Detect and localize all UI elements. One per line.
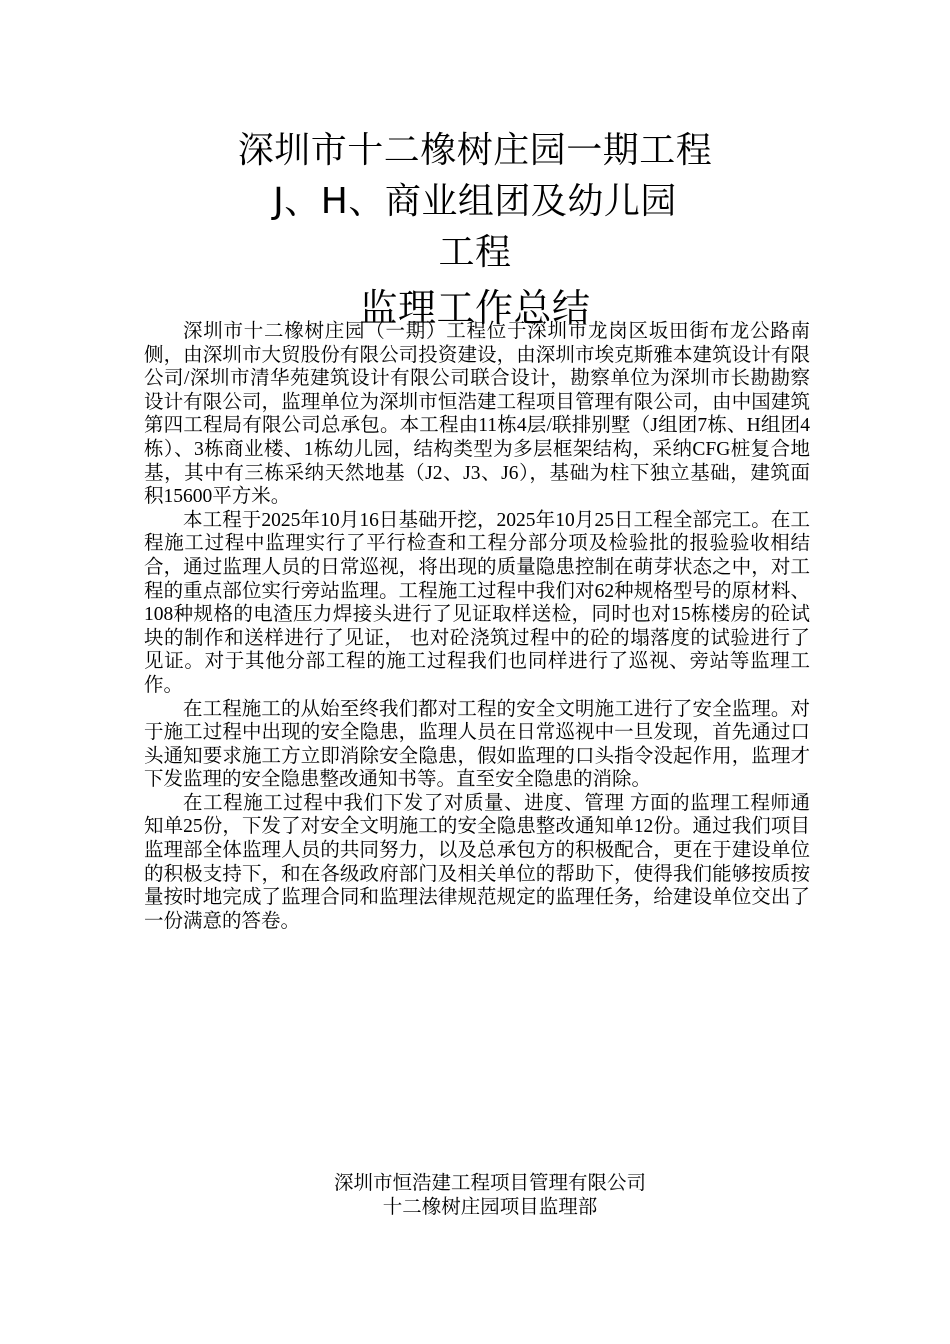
- paragraph-project-overview: 深圳市十二橡树庄园（一期）工程位于深圳市龙岗区坂田街布龙公路南侧，由深圳市大贸股份有限公司投资建设，由深圳市埃克斯雅本建筑设计有限公司/深圳市清华苑建筑设计有限公司联合设计，勘察单位为深圳市长勘勘察设计有限公司，监理单位为深圳市恒浩建工程项目管理有限公司，由中国建筑第四工程局有限公司总承包。本工程由11栋4层/联排别墅（J组团7栋、H组团4栋）、3栋商业楼、1栋幼儿园，结构类型为多层框架结构，采纳CFG桩复合地基，其中有三栋采纳天然地基（J2、J3、J6），基础为柱下独立基础，建筑面积15600平方米。: [144, 321, 810, 508]
- signature-company: 深圳市恒浩建工程项目管理有限公司: [333, 1173, 646, 1194]
- signature-block: [240, 1172, 740, 1220]
- title-line-1: 深圳市十二橡树庄园一期工程: [237, 130, 713, 171]
- title-line-2: J、H、商业组团及幼儿园: [273, 181, 677, 222]
- paragraph-quality-control: 本工程于2025年10月16日基础开挖，2025年10月25日工程全部完工。在工程施工过程中监理实行了平行检查和工程分部分项及检验批的报验验收相结合，通过监理人员的日常巡视，将出现的质量隐患控制在萌芽状态之中，对工程的重点部位实行旁站监理。工程施工过程中我们对62种规格型号的原材料、108种规格的电渣压力焊接头进行了见证取样送检，同时也对15栋楼房的砼试块的制作和送样进行了见证， 也对砼浇筑过程中的砼的塌落度的试验进行了见证。对于其他分部工程的施工过程我们也同样进行了巡视、旁站等监理工作。: [144, 509, 810, 696]
- document-title-block: [100, 125, 850, 336]
- paragraph-conclusion: 在工程施工过程中我们下发了对质量、进度、管理 方面的监理工程师通知单25份，下发了对安全文明施工的安全隐患整改通知单12份。通过我们项目监理部全体监理人员的共同努力，以及总承包方的积极配合，更在于建设单位的积极支持下，和在各级政府部门及相关单位的帮助下，使得我们能够按质按量按时地完成了监理合同和监理法律规范规定的监理任务，给建设单位交出了一份满意的答卷。: [144, 792, 810, 932]
- document-body: [144, 320, 810, 933]
- paragraph-safety-supervision: 在工程施工的从始至终我们都对工程的安全文明施工进行了安全监理。对于施工过程中出现的安全隐患，监理人员在日常巡视中一旦发现，首先通过口头通知要求施工方立即消除安全隐患，假如监理的口头指令没起作用，监理才下发监理的安全隐患整改通知书等。直至安全隐患的消除。: [144, 698, 810, 791]
- title-line-3: 工程: [438, 232, 512, 273]
- document-subtitle: 监理工作总结: [359, 286, 591, 330]
- signature-department: 十二橡树庄园项目监理部: [382, 1197, 598, 1218]
